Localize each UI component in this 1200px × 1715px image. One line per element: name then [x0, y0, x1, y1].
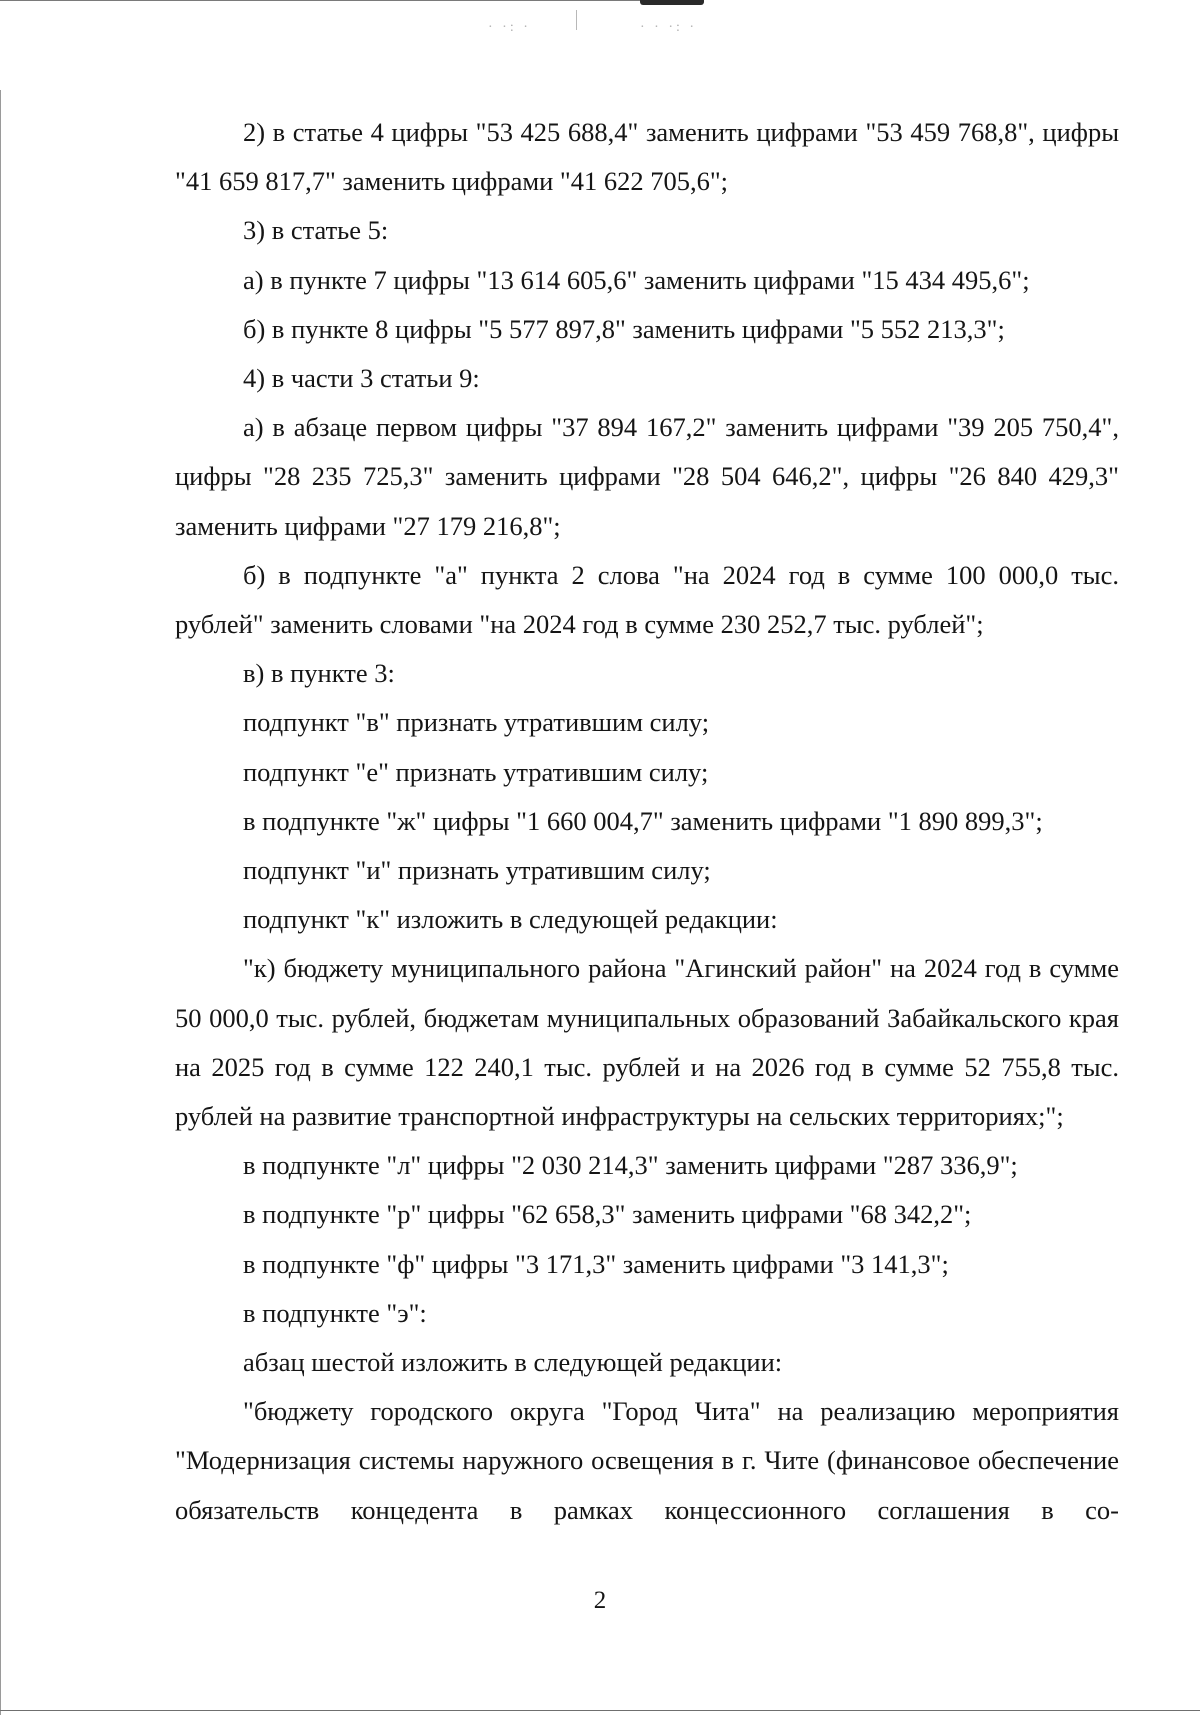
- amendment-paragraph: 4) в части 3 статьи 9:: [243, 363, 480, 394]
- amendment-paragraph: в подпункте "э":: [243, 1297, 427, 1328]
- scan-bottom-edge: [0, 1710, 1200, 1711]
- scan-noise: [576, 10, 577, 30]
- amendment-paragraph: б) в пункте 8 цифры "5 577 897,8" заменить цифрами "5 552 213,3";: [243, 313, 1005, 344]
- amendment-paragraph: в подпункте "ж" цифры "1 660 004,7" заменить цифрами "1 890 899,3";: [243, 805, 1043, 836]
- scan-noise: · ·: ·: [488, 20, 531, 35]
- amendment-paragraph: "к) бюджету муниципального района "Агинский район" на 2024 год в сумме 50 000,0 тыс. рублей, бюджетам муниципальных образований Забайкальского края на 2025 год в сумме 122 240,1 тыс. рублей и на 2026 год в сумме 52 755,8 тыс. рублей на развитие транспортной инфраструктуры на сельских территориях;";: [175, 953, 1119, 1132]
- document-body: [175, 108, 1119, 1535]
- scan-noise: · · ·: ·: [640, 20, 698, 35]
- amendment-paragraph: б) в подпункте "а" пункта 2 слова "на 2024 год в сумме 100 000,0 тыс. рублей" заменить словами "на 2024 год в сумме 230 252,7 тыс. рублей";: [175, 559, 1119, 640]
- scan-left-edge: [0, 90, 1, 1715]
- amendment-paragraph: подпункт "в" признать утратившим силу;: [243, 707, 710, 738]
- page-number: 2: [593, 1587, 607, 1614]
- amendment-paragraph: 3) в статье 5:: [243, 215, 389, 246]
- amendment-paragraph: "бюджету городского округа "Город Чита" на реализацию мероприятия "Модернизация системы наружного освещения в г. Чите (финансовое обеспечение обязательств концедента в рамках концессионного соглашения в со-: [175, 1396, 1119, 1525]
- amendment-paragraph: подпункт "к" изложить в следующей редакции:: [243, 904, 778, 935]
- amendment-paragraph: а) в абзаце первом цифры "37 894 167,2" заменить цифрами "39 205 750,4", цифры "28 235 725,3" заменить цифрами "28 504 646,2", цифры "26 840 429,3" заменить цифрами "27 179 216,8";: [175, 412, 1119, 541]
- scan-mark: [640, 0, 704, 5]
- amendment-paragraph: подпункт "и" признать утратившим силу;: [243, 855, 711, 886]
- amendment-paragraph: в) в пункте 3:: [243, 658, 395, 689]
- amendment-paragraph: в подпункте "ф" цифры "3 171,3" заменить цифрами "3 141,3";: [243, 1248, 949, 1279]
- amendment-paragraph: в подпункте "р" цифры "62 658,3" заменить цифрами "68 342,2";: [243, 1199, 972, 1230]
- amendment-paragraph: а) в пункте 7 цифры "13 614 605,6" заменить цифрами "15 434 495,6";: [243, 264, 1030, 295]
- amendment-paragraph: абзац шестой изложить в следующей редакции:: [243, 1347, 783, 1378]
- scan-top-edge: [0, 0, 660, 1]
- amendment-paragraph: в подпункте "л" цифры "2 030 214,3" заменить цифрами "287 336,9";: [243, 1150, 1018, 1181]
- amendment-paragraph: подпункт "е" признать утратившим силу;: [243, 756, 709, 787]
- amendment-paragraph: 2) в статье 4 цифры "53 425 688,4" заменить цифрами "53 459 768,8", цифры "41 659 817,7" заменить цифрами "41 622 705,6";: [175, 117, 1119, 197]
